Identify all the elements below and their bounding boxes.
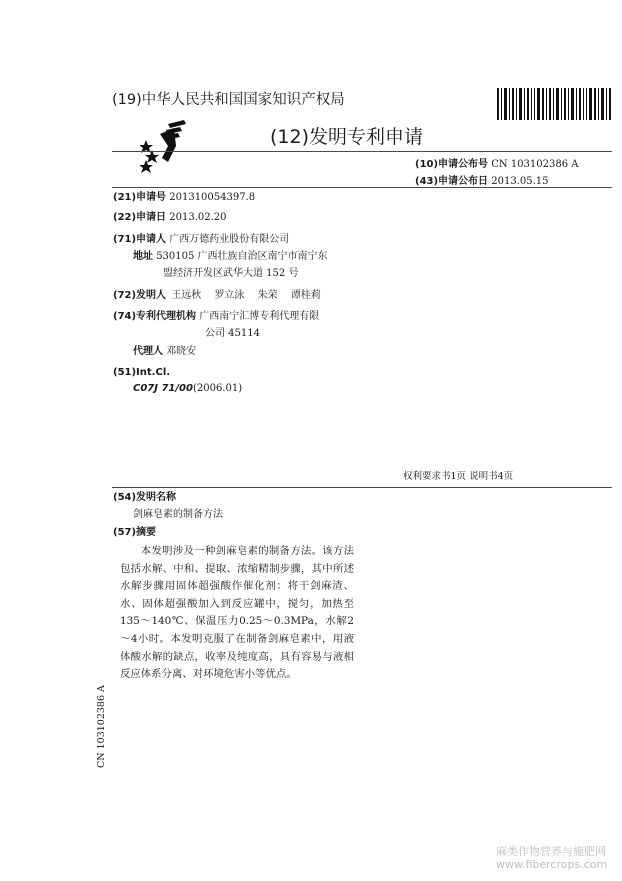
barcode: [497, 88, 611, 120]
address-line-2: 盟经济开发区武华大道 152 号: [163, 268, 299, 279]
header-rule: [112, 151, 612, 152]
agency-line-2: 公司 45114: [205, 328, 260, 339]
ipc-version: (2006.01): [192, 383, 243, 394]
ipc-row: [133, 382, 242, 396]
inventor-4: 谭桂莉: [290, 290, 321, 301]
address-label: 地址: [133, 251, 153, 262]
application-date-label: (22)申请日: [113, 212, 167, 223]
address-line-1: 530105 广西壮族自治区南宁市南宁东: [156, 251, 328, 262]
abstract-label: (57)摘要: [113, 527, 157, 538]
application-number: 201310054397.8: [169, 192, 256, 203]
invention-title-label: (54)发明名称: [113, 492, 177, 503]
publication-date-row: [415, 172, 549, 187]
agency-line-1: 广西南宁汇博专利代理有限: [199, 311, 320, 322]
inventor-1: 王远秋: [171, 290, 202, 301]
inventor-3: 朱荣: [257, 290, 278, 301]
watermark-line-1: 麻类作物营养与施肥网: [496, 845, 606, 858]
agency-label: (74)专利代理机构: [113, 311, 197, 322]
office-title: (19)中华人民共和国国家知识产权局: [112, 92, 345, 108]
publication-number-row: [415, 155, 579, 170]
application-number-label: (21)申请号: [113, 192, 167, 203]
abstract-top-rule: [112, 487, 612, 488]
agent-name: 邓晓安: [166, 346, 197, 357]
document-type-title: (12)发明专利申请: [270, 126, 424, 148]
applicant-name: 广西万德药业股份有限公司: [169, 234, 290, 245]
publication-number: CN 103102386 A: [491, 159, 579, 170]
pages-note: 权利要求书1页 说明书4页: [403, 471, 514, 482]
invention-title: 剑麻皂素的制备方法: [133, 509, 223, 520]
publication-number-label: (10)申请公布号: [415, 159, 489, 170]
application-date-row: [113, 211, 227, 225]
application-date: 2013.02.20: [169, 212, 227, 223]
address-row: [133, 250, 328, 264]
agent-label: 代理人: [133, 346, 163, 357]
ipc-code: C07J 71/00: [133, 383, 193, 394]
agent-row: [133, 345, 196, 359]
ipc-label: (51)Int.Cl.: [113, 367, 171, 378]
watermark: [496, 845, 607, 871]
applicant-label: (71)申请人: [113, 234, 167, 245]
inventors-label: (72)发明人: [113, 290, 167, 301]
publication-date-label: (43)申请公布日: [415, 176, 489, 187]
application-number-row: [113, 191, 255, 205]
agency-row: [113, 310, 319, 324]
applicant-row: [113, 233, 289, 247]
side-publication-number: CN 103102386 A: [96, 685, 107, 768]
patent-office-logo: [140, 118, 202, 174]
publication-date: 2013.05.15: [491, 176, 549, 187]
inventors-row: [113, 289, 321, 303]
inventor-2: 罗立泳: [214, 290, 245, 301]
watermark-line-2: www.fibercrops.com: [496, 858, 608, 871]
biblio-top-rule: [112, 187, 612, 188]
abstract-text: 本发明涉及一种剑麻皂素的制备方法。该方法包括水解、中和、提取、浓缩精制步骤，其中所述水解步骤用固体超强酸作催化剂：将干剑麻渣、水、固体超强酸加入到反应罐中，搅匀，加热至135～140℃、保温压力0.25～0.3MPa，水解2～4小时。本发明克服了在制备剑麻皂素中，用液体酸水解的缺点，收率及纯度高，具有容易与液相反应体系分离、对环境危害小等优点。: [120, 545, 354, 681]
